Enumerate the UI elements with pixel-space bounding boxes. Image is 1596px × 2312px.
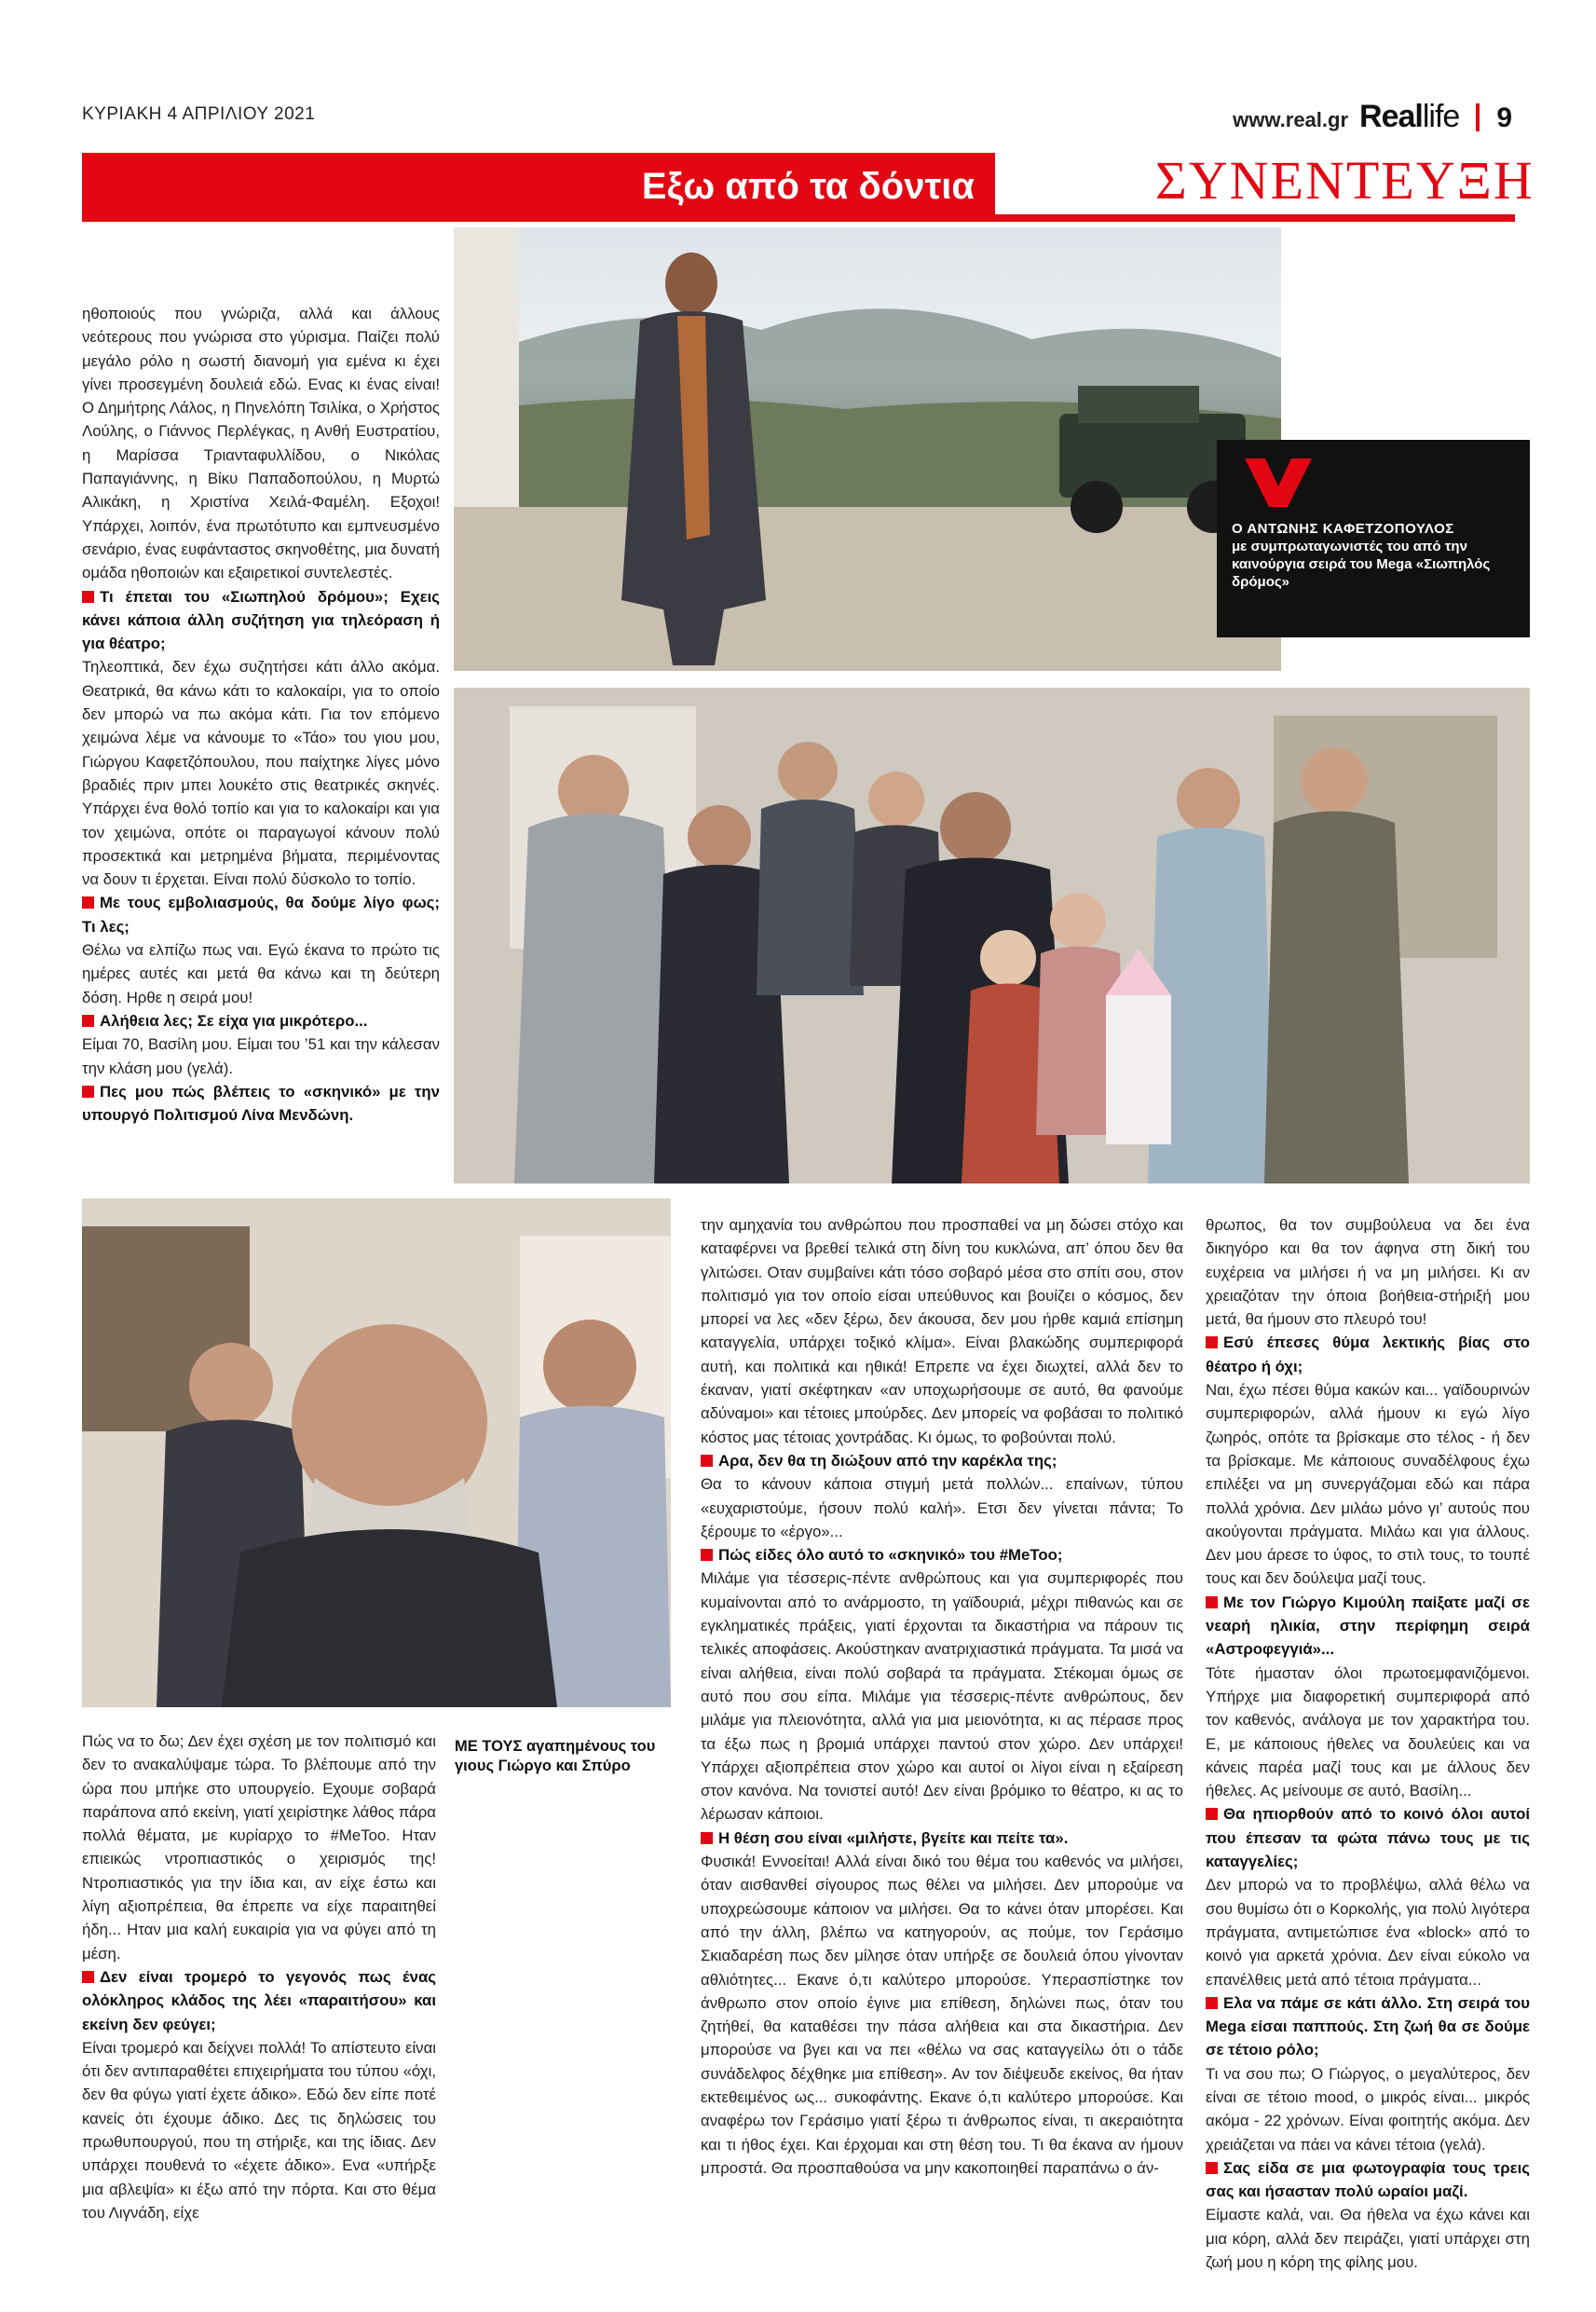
question: Με τον Γιώργο Κιμούλη παίξατε μαζί σε νεαρή ηλικία, στην περίφημη σειρά «Αστροφεγγιά»... [1206, 1591, 1530, 1662]
question: Ελα να πάμε σε κάτι άλλο. Στη σειρά του Mega είσαι παππούς. Στη ζωή θα σε δούμε σε τέτοιο ρόλο; [1206, 1991, 1530, 2062]
question: Δεν είναι τρομερό το γεγονός πως ένας ολόκληρος κλάδος της λέει «παραιτήσου» και εκείνη δεν φεύγει; [82, 1965, 436, 2036]
kicker-title: Εξω από τα δόντια [641, 166, 975, 207]
header-divider [1476, 103, 1480, 131]
section-title: ΣΥΝΕΝΤΕΥΞΗ [1155, 150, 1535, 211]
caption-selfie-text: αγαπημένους του γιους Γιώργο και Σπύρο [455, 1738, 656, 1774]
paragraph: Τηλεοπτικά, δεν έχω συζητήσει κάτι άλλο ακόμα. Θεατρικά, θα κάνω κάτι το καλοκαίρι, για το οποίο δεν μπορώ να πω ακόμα κάτι. Για τον επόμενο χειμώνα λέμε να κάνουμε το «Τάο» του γιου μου, Γιώργου Καφετζόπουλου, που παίχτηκε λίγες μόνο βραδιές πριν μπει λουκέτο στις θεατρικές σκηνές. Υπάρχει ένα θολό τοπίο και για το καλοκαίρι και για τον χειμώνα, οπότε οι παραγωγοί κάνουν πολύ προσεκτικά και μετρημένα βήματα, περιμένοντας να δουν τι έρχεται. Είναι πολύ δύσκολο το τοπίο. [82, 658, 440, 889]
question: Σας είδα σε μια φωτογραφία τους τρεις σας και ήσασταν πολύ ωραίοι μαζί. [1206, 2156, 1530, 2204]
article-column-4 [1206, 1213, 1530, 2274]
paragraph: Θα το κάνουν κάποια στιγμή μετά πολλών... επαίνων, τύπου «ευχαριστούμε, ήσουν πολύ καλή». Ετσι δεν γίνεται πάντα; Το ξέρουμε το «έργο»... [701, 1475, 1183, 1540]
paragraph: Είμαι 70, Βασίλη μου. Είμαι του ’51 και την κάλεσαν την κλάση μου (γελά). [82, 1035, 440, 1077]
question: Εσύ έπεσες θύμα λεκτικής βίας στο θέατρο ή όχι; [1206, 1331, 1530, 1378]
paragraph: Ναι, έχω πέσει θύμα κακών και... γαϊδουρινών συμπεριφορών, αλλά ήμουν κι εγώ λίγο ζωηρός, οπότε τα βρίσκαμε στο τέλος - ή δεν τα βρίσκαμε. Με κάποιους συναδέλφους έχω επιλέξει να μη συνεργάζομαι εδώ και πάρα πολλά χρόνια. Δεν μιλάω μόνο γι’ αυτούς που ακούγονται πράγματα. Μιλάω και για άλλους. Δεν μου άρεσε το ύφος, το στιλ τους, το τουπέ τους και δεν δούλεψα μαζί τους. [1206, 1381, 1530, 1588]
question: Πώς είδες όλο αυτό το «σκηνικό» του #ΜeToo; [701, 1543, 1183, 1566]
paragraph: Είναι τρομερό και δείχνει πολλά! Το απίστευτο είναι ότι δεν αντιπαραθέτει επιχειρήματα του τύπου «όχι, δεν θα φύγω γιατί έχετε άδικο». Εδώ δεν είπε ποτέ κανείς ότι έχουμε άδικο. Δες τις δηλώσεις του πρωθυπουργού, που τη στήριξε, και της ίδιας. Δεν υπάρχει πουθενά το «έχετε άδικο». Ενα «υπήρξε μια αβλεψία» κι έξω από την πόρτα. Και στο θέμα του Λιγνάδη, είχε [82, 2038, 436, 2222]
photo-selfie-sons [82, 1198, 671, 1707]
paragraph: την αμηχανία του ανθρώπου που προσπαθεί να μη δώσει στόχο και καταφέρνει να βρεθεί τελικά στη δίνη του κυκλώνα, απ’ όπου δεν θα γλιτώσει. Οταν συμβαίνει κάτι τόσο σοβαρό μέσα στο σπίτι σου, στον πολιτισμό για τον οποίο είσαι υπεύθυνος και βουίζει ο κόσμος, δεν μπορεί να λες «δεν ξέρω, δεν άκουσα, δεν μου ήρθε καμιά επίσημη καταγγελία, υπάρχει τοξικό κλίμα». Είναι βλακώδης συμπεριφορά αυτή, και πολιτικά και ηθικά! Επρεπε να έχει διωχτεί, αλλά δεν το έκαναν, γιατί σκέφτηκαν «αν υποχωρήσουμε σε αυτό, θα φανούμε αδύναμοι» και τέτοιες μπούρδες. Δεν μπορείς να φοβάσαι το πολιτικό κόστος μας τέτοιας χοντράδας. Κι όμως, το φοβούνται πολύ. [701, 1216, 1183, 1446]
photo-cast-group [454, 688, 1530, 1183]
brand-life: life [1422, 99, 1460, 134]
caption-top-text: με συμπρωταγωνιστές του από την καινούργια σειρά του Mega «Σιωπηλός δρόμος» [1232, 539, 1491, 590]
paragraph: Δεν μπορώ να το προβλέψω, αλλά θέλω να σου θυμίσω ότι ο Κορκολής, για πολύ λιγότερα πράγματα, αντιμετώπισε ένα «block» από το κοινό για αρκετά χρόνια. Δεν είναι εύκολο να επανέλθεις μετά από τέτοια πράγματα... [1206, 1876, 1530, 1989]
caption-box-top [1217, 440, 1530, 637]
brand-real: Real [1359, 99, 1423, 134]
page-date: ΚΥΡΙΑΚΗ 4 ΑΠΡΙΛΙΟΥ 2021 [82, 104, 316, 124]
question: Αρα, δεν θα τη διώξουν από την καρέκλα της; [701, 1449, 1183, 1472]
v-logo-icon [1245, 458, 1312, 507]
question: Αλήθεια λες; Σε είχα για μικρότερο... [82, 1009, 440, 1033]
photo-selfie-sons-art [82, 1198, 671, 1707]
site-url: www.real.gr [1233, 108, 1349, 131]
photo-actor-landscape-art [454, 227, 1281, 671]
photo-cast-group-art [454, 688, 1530, 1183]
paragraph: Τι να σου πω; Ο Γιώργος, ο μεγαλύτερος, δεν είναι σε τέτοιο mood, ο μικρός είναι... μικρός ακόμα - 22 χρόνων. Είναι φοιτητής ακόμα. Δεν χρειάζεται να πάει να κάνει τέτοια (γελά). [1206, 2064, 1530, 2154]
article-column-1 [82, 302, 440, 1127]
article-column-2 [82, 1730, 436, 2224]
brand-logo [1359, 99, 1459, 135]
paragraph: Μιλάμε για τέσσερις-πέντε ανθρώπους και για συμπεριφορές που κυμαίνονται από το ανάρμοστο, τη γαϊδουριά, μέχρι πιθανώς και σε εγκληματικές πράξεις, γιατί έρχονται τα δικαστήρια να πάρουν τις τελικές αποφάσεις. Ακούστηκαν ανατριχιαστικά πράγματα. Τα μισά να είναι αλήθεια, είναι πολύ σοβαρά τα πράγματα. Στέκομαι όμως σε αυτό που σου είπα. Μιλάμε για τέσσερις-πέντε ανθρώπους, δεν μιλάμε για πλειονότητα, αλλά για μια μειονότητα, κι ας πέρασε προς τα έξω πως η βρομιά υπάρχει παντού στον χώρο. Δεν υπάρχει! Υπάρχει αξιοπρέπεια στον χώρο και αυτοί οι λίγοι είναι η εξαίρεση στον κανόνα. Να τονιστεί αυτό! Δεν είναι βρόμικο το θέατρο, κι ας το λέρωσαν κάποιοι. [701, 1569, 1183, 1824]
paragraph: Θέλω να ελπίζω πως ναι. Εγώ έκανα το πρώτο τις ημέρες αυτές και μετά θα κάνω και τη δεύτερη δόση. Ηρθε η σειρά μου! [82, 941, 440, 1006]
masthead [1233, 99, 1512, 135]
question: Με τους εμβολιασμούς, θα δούμε λίγο φως; Τι λες; [82, 891, 440, 938]
paragraph: Τότε ήμασταν όλοι πρωτοεμφανιζόμενοι. Υπήρχε μια διαφορετική συμπεριφορά από τον καθενός, ανάλογα με τον χαρακτήρα του. Ε, με κάποιους ήθελες να δουλεύεις και να κάνεις παρέα μαζί τους και με άλλους δεν ήθελες. Ας μείνουμε σε αυτό, Βασίλη... [1206, 1663, 1530, 1800]
section-rule [995, 214, 1515, 222]
caption-top [1232, 520, 1515, 591]
photo-actor-landscape [454, 227, 1281, 671]
paragraph: ηθοποιούς που γνώριζα, αλλά και άλλους νεότερους που γνώρισα στο γύρισμα. Παίζει πολύ μεγάλο ρόλο η σωστή διανομή για εμένα κι έχει γίνει προσεγμένη δουλειά εδώ. Ενας κι ένας είναι! Ο Δημήτρης Λάλος, η Πηνελόπη Τσιλίκα, ο Χρήστος Λούλης, ο Γιάννος Περλέγκας, η Ανθή Ευστρατίου, η Μαρίσσα Τριανταφυλλίδου, ο Νικόλας Παπαγιάννης, η Βίκυ Παπαδοπούλου, η Μυρτώ Αλικάκη, η Χριστίνα Χειλά-Φαμέλη. Εξοχοι! Υπάρχει, λοιπόν, ένα πρωτότυπο και εμπνευσμένο σενάριο, ένας ευφάνταστος σκηνοθέτης, μια δυνατή ομάδα ηθοποιών και εξαιρετικοί συντελεστές. [82, 305, 440, 582]
paragraph: Είμαστε καλά, ναι. Θα ήθελα να έχω κάνει και μια κόρη, αλλά δεν πειράζει, γιατί υπάρχει στη ζωή μου η κόρη της φίλης μου. [1206, 2206, 1530, 2272]
question: Θα ηπιορθούν από το κοινό όλοι αυτοί που έπεσαν τα φώτα πάνω τους με τις καταγγελίες; [1206, 1802, 1530, 1873]
article-column-3 [701, 1213, 1183, 2180]
paragraph: Πώς να το δω; Δεν έχει σχέση με τον πολιτισμό και δεν το ανακαλύψαμε τώρα. Το βλέπουμε από την ώρα που μπήκε στο υπουργείο. Εχουμε σοβαρά παράπονα από εκείνη, γιατί χειρίστηκε λάθος πάρα πολλά θέματα, με κυρίαρχο το #ΜeToo. Ηταν επιεικώς ντροπιαστικός ο χειρισμός της! Ντροπιαστικός για την ίδια και, αν είχε έστω και λίγη αξιοπρέπεια, θα έπρεπε να είχε παραιτηθεί ήδη... Ηταν μια καλή ευκαιρία για να φύγει από τη μέση. [82, 1732, 436, 1963]
caption-top-name: Ο ΑΝΤΩΝΗΣ ΚΑΦΕΤΖΟΠΟΥΛΟΣ [1232, 521, 1454, 537]
caption-selfie [455, 1737, 664, 1776]
paragraph: Φυσικά! Εννοείται! Αλλά είναι δικό του θέμα του καθενός να μιλήσει, όταν αισθανθεί σίγουρος πως θέλει να μιλήσει. Δεν μπορούμε να υποχρεώσουμε κάποιον να μιλήσει. Θα το κάνει όταν μπορέσει. Και από την άλλη, βλέπω να κατηγορούν, ας πούμε, τον Γεράσιμο Σκιαδαρέση πως δεν μίλησε όταν υπήρξε σε δουλειά όπου γίνονταν αθλιότητες... Εκανε ό,τι καλύτερο μπορούσε. Υπερασπίστηκε τον άνθρωπο στον οποίο έγινε μια επίθεση, δηλώνει πως, όταν του ζητήθεί, θα καταθέσει την πάσα αλήθεια και στα δικαστήρια. Δεν μπορούσε να βγει και να πει «θέλω να σας καταγγείλω ότι ο τάδε συνάδελφος δέχθηκε μια επίθεση». Αν τον διέψευδε εκείνος, θα ήταν εκτεθειμένος ως... συκοφάντης. Εκανε ό,τι καλύτερο μπορούσε. Και αναφέρω τον Γεράσιμο γιατί ξέρω τι άνθρωπος είναι, τι ακεραιότητα και τι ήθος έχει. Και έρχομαι και στη θέση του. Τι θα έκανα αν ήμουν μπροστά. Θα προσπαθούσα να μην κακοποιηθεί παραπάνω ο άν- [701, 1853, 1183, 2177]
question: Η θέση σου είναι «μιλήστε, βγείτε και πείτε τα». [701, 1826, 1183, 1850]
question: Πες μου πώς βλέπεις το «σκηνικό» με την υπουργό Πολιτισμού Λίνα Μενδώνη. [82, 1080, 440, 1128]
kicker-band [82, 153, 995, 222]
question: Τι έπεται του «Σιωπηλού δρόμου»; Εχεις κάνει κάποια άλλη συζήτηση για τηλεόραση ή για θέατρο; [82, 585, 440, 656]
page-number: 9 [1496, 103, 1512, 133]
caption-selfie-lead: ΜΕ ΤΟΥΣ [455, 1738, 523, 1755]
paragraph: θρωπος, θα τον συμβούλευα να δει ένα δικηγόρο και θα τον άφηνα στη δική του ευχέρεια να μιλήσει ή να μη μιλήσει. Κι αν χρειαζόταν την όποια βοήθεια-στήριξή μου μετά, θα ήμουν στο πλευρό του! [1206, 1216, 1530, 1329]
